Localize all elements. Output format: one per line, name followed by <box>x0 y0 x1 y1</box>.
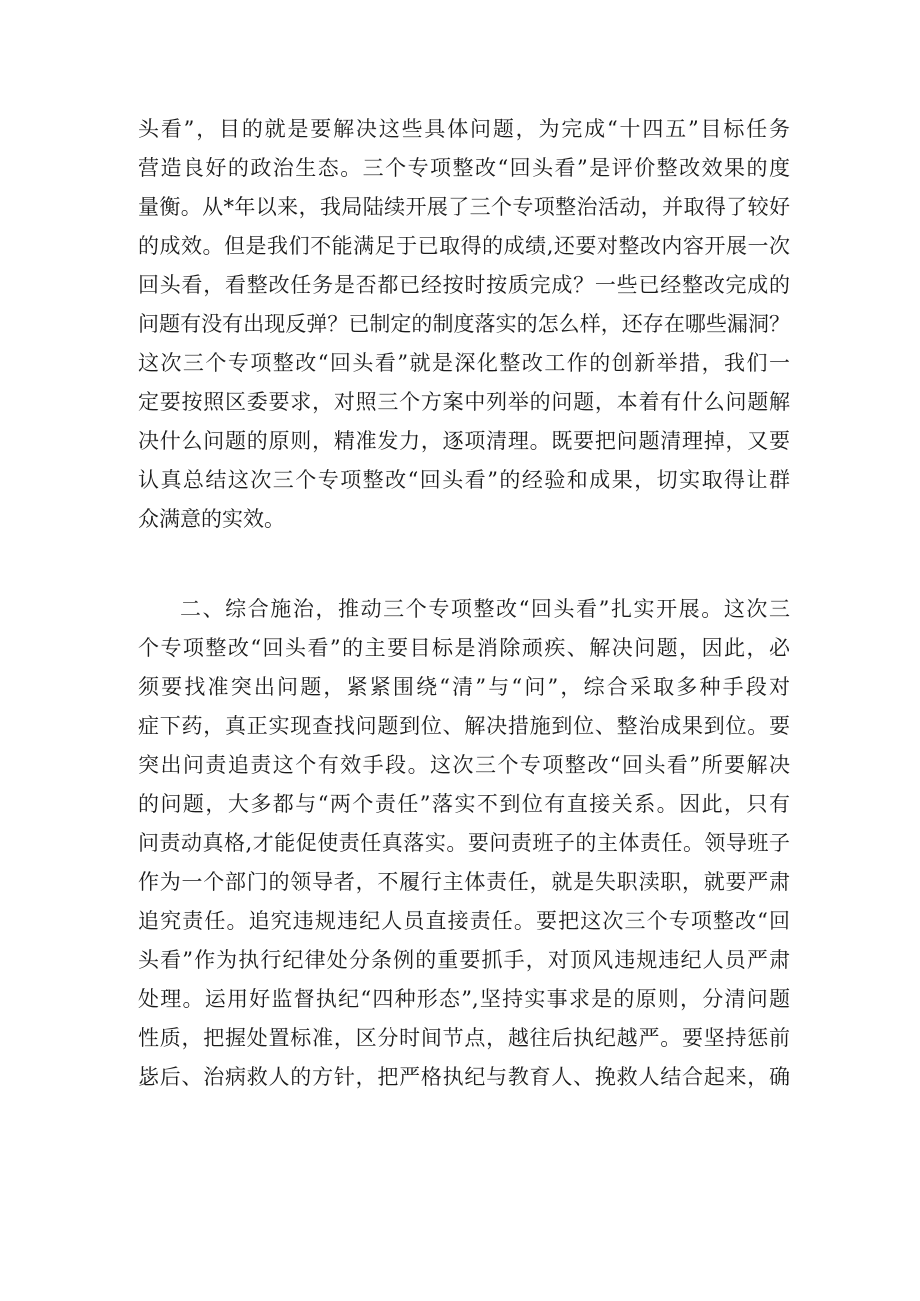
text-line: 须要找准突出问题，紧紧围绕“清”与“问”，综合采取多种手段对 <box>138 675 790 699</box>
text-line: 处理。运用好监督执纪“四种形态”,坚持实事求是的原则，分清问题 <box>138 987 790 1011</box>
text-line: 认真总结这次三个专项整改“回头看”的经验和成果，切实取得让群 <box>138 468 790 492</box>
text-line: 毖后、治病救人的方针，把严格执纪与教育人、挽救人结合起来，确 <box>138 1065 790 1089</box>
paragraph-2 <box>138 590 790 1097</box>
text-line: 二、综合施治，推动三个专项整改“回头看”扎实开展。这次三 <box>180 597 790 621</box>
text-line: 众满意的实效。 <box>138 507 285 531</box>
text-line: 头看”，目的就是要解决这些具体问题，为完成“十四五”目标任务 <box>138 117 790 141</box>
text-line: 这次三个专项整改“回头看”就是深化整改工作的创新举措，我们一 <box>138 351 790 375</box>
text-line: 决什么问题的原则，精准发力，逐项清理。既要把问题清理掉，又要 <box>138 429 790 453</box>
text-line: 作为一个部门的领导者，不履行主体责任，就是失职渎职，就要严肃 <box>138 870 790 894</box>
text-line: 回头看，看整改任务是否都已经按时按质完成？一些已经整改完成的 <box>138 273 790 297</box>
text-line: 症下药，真正实现查找问题到位、解决措施到位、整治成果到位。要 <box>138 714 790 738</box>
text-line: 定要按照区委要求，对照三个方案中列举的问题，本着有什么问题解 <box>138 390 790 414</box>
paragraph-1 <box>138 110 790 539</box>
text-line: 问题有没有出现反弹？已制定的制度落实的怎么样，还存在哪些漏洞？ <box>138 312 790 336</box>
text-line: 突出问责追责这个有效手段。这次三个专项整改“回头看”所要解决 <box>138 753 790 777</box>
text-line: 个专项整改“回头看”的主要目标是消除顽疾、解决问题，因此，必 <box>138 636 790 660</box>
text-line: 量衡。从*年以来，我局陆续开展了三个专项整治活动，并取得了较好 <box>138 195 790 219</box>
text-line: 头看”作为执行纪律处分条例的重要抓手，对顶风违规违纪人员严肃 <box>138 948 790 972</box>
text-line: 的成效。但是我们不能满足于已取得的成绩,还要对整改内容开展一次 <box>138 234 790 258</box>
text-line: 性质，把握处置标准，区分时间节点，越往后执纪越严。要坚持惩前 <box>138 1026 790 1050</box>
text-line: 营造良好的政治生态。三个专项整改“回头看”是评价整改效果的度 <box>138 156 790 180</box>
text-line: 追究责任。追究违规违纪人员直接责任。要把这次三个专项整改“回 <box>138 909 790 933</box>
text-line: 问责动真格,才能促使责任真落实。要问责班子的主体责任。领导班子 <box>138 831 790 855</box>
text-line: 的问题，大多都与“两个责任”落实不到位有直接关系。因此，只有 <box>138 792 790 816</box>
